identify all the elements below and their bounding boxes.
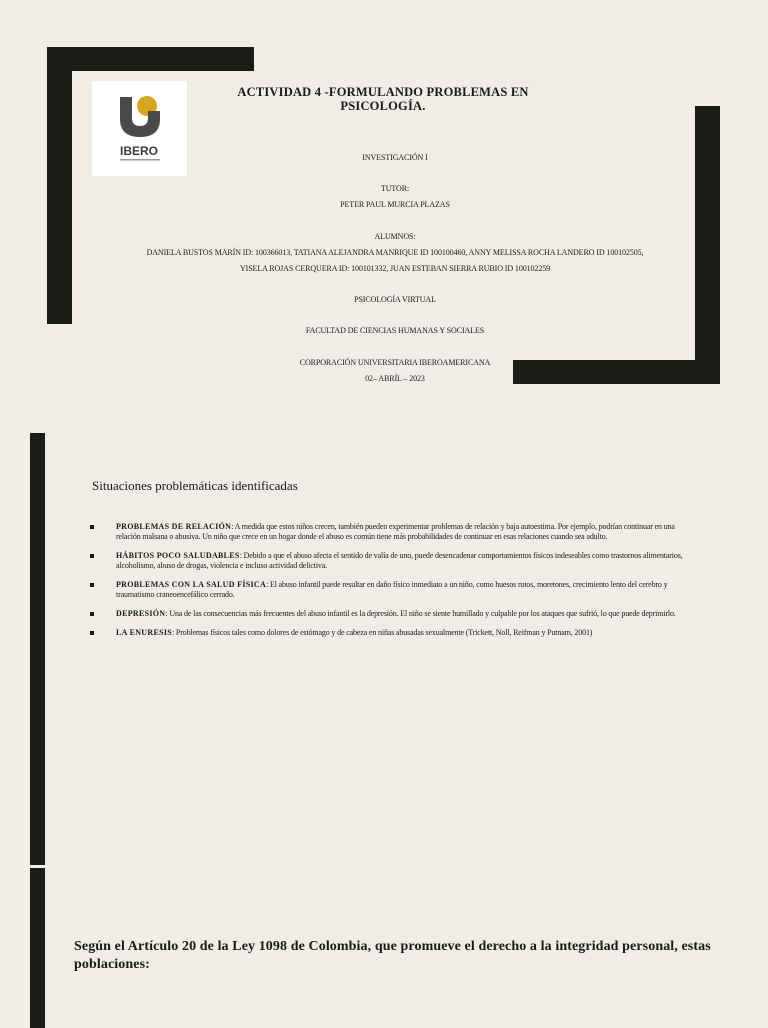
- institution: CORPORACIÓN UNIVERSITARIA IBEROAMERICANA: [299, 358, 491, 367]
- subject: INVESTIGACIÓN I: [362, 153, 428, 162]
- item-label: PROBLEMAS DE RELACIÓN: [116, 522, 232, 531]
- tutor-name: PETER PAUL MURCIA PLAZAS: [340, 200, 450, 209]
- slide3-left-bar: [30, 868, 45, 1028]
- program: PSICOLOGÍA VIRTUAL: [354, 295, 436, 304]
- bullet-icon: [90, 631, 94, 635]
- problem-list: [90, 522, 686, 647]
- item-text: : El abuso infantil puede resultar en daño físico inmediato a un niño, como huesos rotos, moretones, crecimiento lento del cerebro y traumatismo craneoencefálico cerrado.: [116, 580, 668, 599]
- faculty: FACULTAD DE CIENCIAS HUMANAS Y SOCIALES: [305, 326, 485, 335]
- students-line-2: YISELA ROJAS CERQUERA ID: 100101332, JUAN ESTEBAN SIERRA RUBIO ID 100102259: [239, 264, 551, 273]
- slide2-left-bar: [30, 433, 45, 865]
- law-paragraph: Según el Artículo 20 de la Ley 1098 de Colombia, que promueve el derecho a la integridad personal, estas poblaciones:: [74, 939, 711, 972]
- logo-text: IBERO: [120, 144, 159, 158]
- item-label: PROBLEMAS CON LA SALUD FÍSICA: [116, 580, 267, 589]
- bullet-icon: [90, 554, 94, 558]
- item-label: LA ENURESIS: [116, 628, 172, 637]
- list-item: [90, 609, 686, 619]
- list-item: [90, 551, 686, 571]
- document-title: ACTIVIDAD 4 -FORMULANDO PROBLEMAS EN PSICOLOGÍA.: [237, 85, 529, 113]
- students-label: ALUMNOS:: [374, 232, 416, 241]
- list-item: [90, 628, 686, 638]
- frame-bar-right: [695, 106, 720, 384]
- bullet-icon: [90, 525, 94, 529]
- date: 02– ABRÍL – 2023: [365, 374, 425, 383]
- list-item: [90, 580, 686, 600]
- item-label: DEPRESIÓN: [116, 609, 166, 618]
- section-heading: Situaciones problemáticas identificadas: [92, 478, 298, 493]
- bullet-icon: [90, 612, 94, 616]
- frame-bar-top: [47, 47, 254, 71]
- item-text: : Una de las consecuencias más frecuentes del abuso infantil es la depresión. El niño se siente humillado y culpable por los ataques que sufrió, lo que puede deprimirlo.: [165, 609, 676, 618]
- frame-bar-left: [47, 47, 72, 324]
- item-label: HÁBITOS POCO SALUDABLES: [116, 551, 240, 560]
- list-item: [90, 522, 686, 542]
- item-text: : Debido a que el abuso afecta el sentido de valía de uno, puede desencadenar comportamientos físicos indeseables como trastornos alimentarios, alcoholismo, abuso de drogas, violencia e incluso actividad delictiva.: [116, 551, 683, 570]
- bullet-icon: [90, 583, 94, 587]
- item-text: : Problemas físicos tales como dolores de estómago y de cabeza en niñas abusadas sexualmente (Trickett, Noll, Reifman y Putnam, 2001): [172, 628, 593, 637]
- item-text: : A medida que estos niños crecen, también pueden experimentar problemas de relación y baja autoestima. Por ejemplo, podrían continuar en una relación malsana o abusiva. Un niño que crece en un hogar donde el abuso es común tiene más probabilidades de continuar en esas relaciones cuando sea adulto.: [116, 522, 675, 541]
- students-line-1: DANIELA BUSTOS MARÍN ID: 100366013, TATIANA ALEJANDRA MANRIQUE ID 100100460, ANNY MELISSA ROCHA LANDERO ID 100102505,: [146, 248, 644, 257]
- tutor-label: TUTOR:: [380, 184, 410, 193]
